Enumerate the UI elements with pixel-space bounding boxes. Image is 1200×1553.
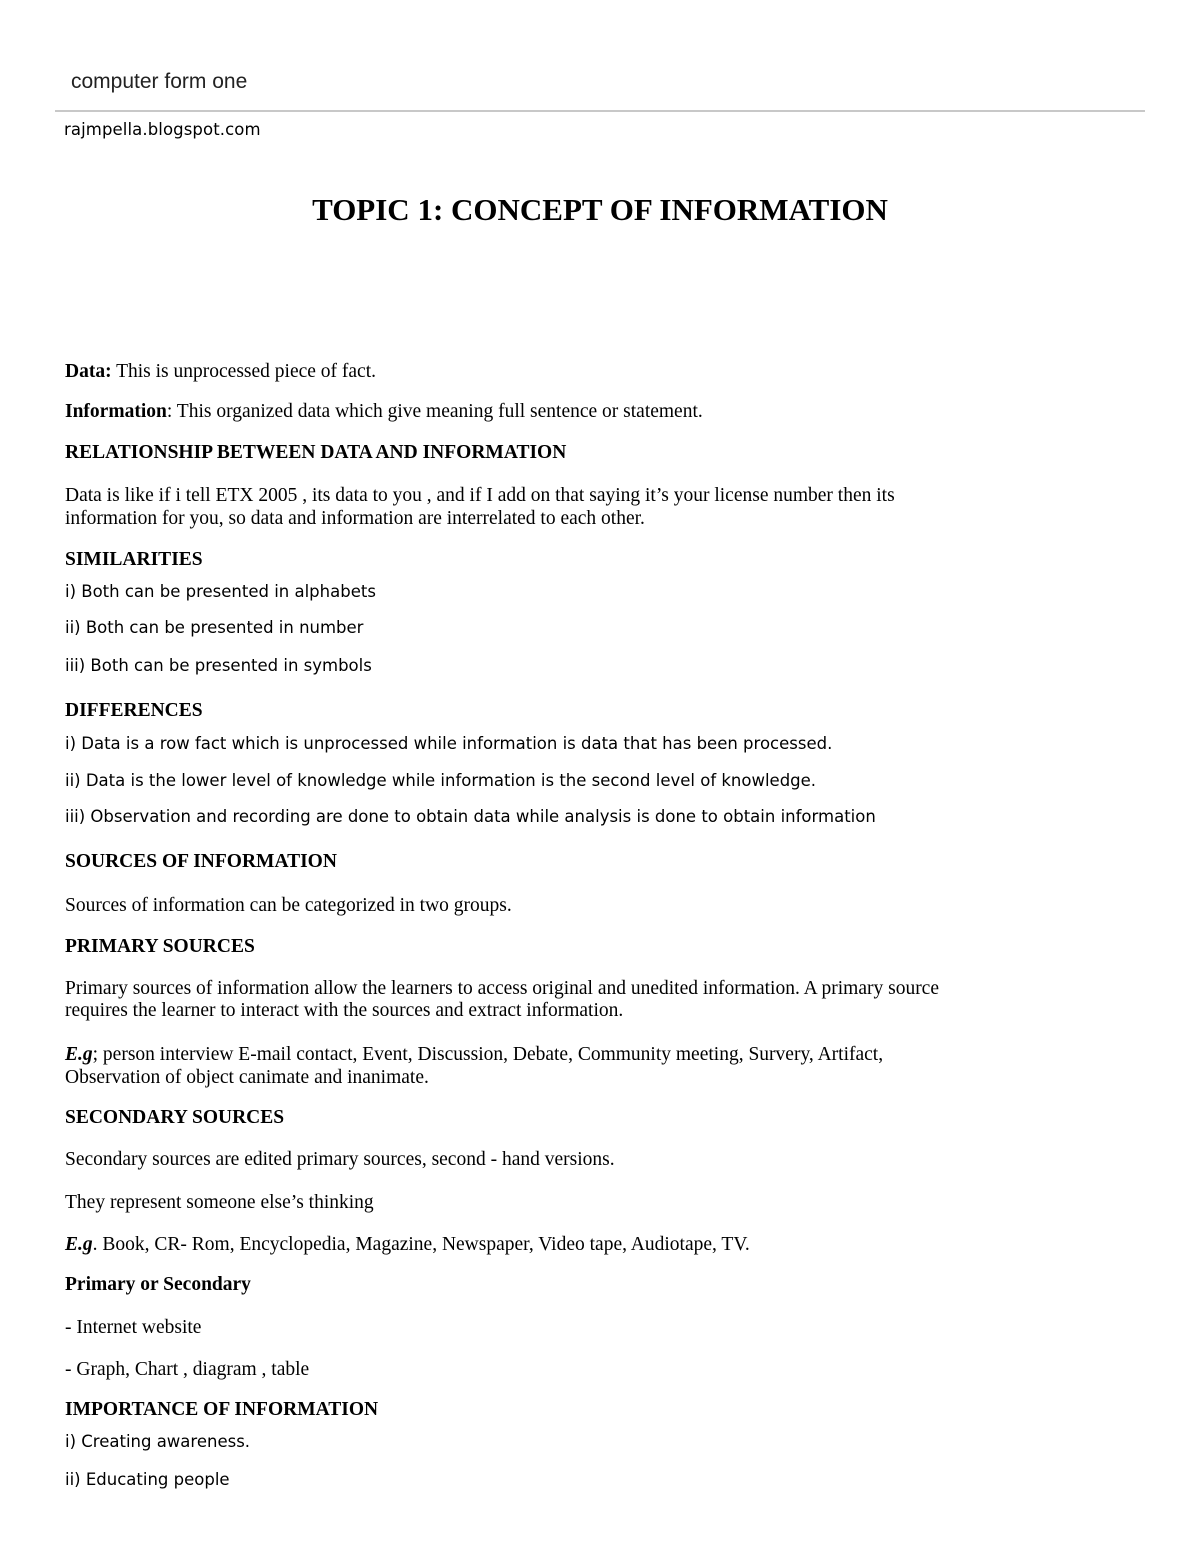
secondary-sources-heading: SECONDARY SOURCES xyxy=(65,1107,285,1128)
primary-or-secondary-item: - Internet website xyxy=(65,1317,202,1338)
information-term: Information xyxy=(65,401,167,422)
sources-text: Sources of information can be categorized in two groups. xyxy=(65,895,512,916)
difference-item: ii) Data is the lower level of knowledge while information is the second level of knowledge. xyxy=(65,771,817,790)
sources-heading: SOURCES OF INFORMATION xyxy=(65,851,337,872)
importance-item: i) Creating awareness. xyxy=(65,1432,251,1451)
relationship-line-2: information for you, so data and information are interrelated to each other. xyxy=(65,508,645,529)
secondary-example xyxy=(65,1233,1145,1256)
primary-example-line-2: Observation of object canimate and inanimate. xyxy=(65,1067,429,1088)
primary-sources-line-2: requires the learner to interact with the sources and extract information. xyxy=(65,1000,624,1021)
importance-item: ii) Educating people xyxy=(65,1470,230,1489)
relationship-heading: RELATIONSHIP BETWEEN DATA AND INFORMATION xyxy=(65,442,567,463)
similarity-item: iii) Both can be presented in symbols xyxy=(65,656,372,675)
data-definition-text: This is unprocessed piece of fact. xyxy=(111,361,377,382)
primary-eg-text: ; person interview E-mail contact, Event, Discussion, Debate, Community meeting, Survery, Artifact, xyxy=(92,1044,884,1065)
similarities-heading: SIMILARITIES xyxy=(65,549,203,570)
data-definition xyxy=(65,360,1145,383)
primary-example-line-1 xyxy=(65,1043,1145,1066)
relationship-line-1: Data is like if i tell ETX 2005 , its data to you , and if I add on that saying it’s your license number then its xyxy=(65,485,895,506)
blog-site-text: rajmpella.blogspot.com xyxy=(64,120,261,139)
importance-heading: IMPORTANCE OF INFORMATION xyxy=(65,1399,379,1420)
document-header-title: computer form one xyxy=(71,70,248,93)
page-title: TOPIC 1: CONCEPT OF INFORMATION xyxy=(312,192,888,227)
primary-or-secondary-item: - Graph, Chart , diagram , table xyxy=(65,1359,310,1380)
header-divider xyxy=(55,110,1145,112)
information-definition xyxy=(65,400,1145,423)
difference-item: iii) Observation and recording are done to obtain data while analysis is done to obtain information xyxy=(65,807,876,826)
similarity-item: ii) Both can be presented in number xyxy=(65,618,364,637)
primary-or-secondary-heading: Primary or Secondary xyxy=(65,1274,251,1295)
secondary-eg-label: E.g xyxy=(65,1234,93,1255)
difference-item: i) Data is a row fact which is unprocessed while information is data that has been processed. xyxy=(65,734,833,753)
secondary-sources-line-1: Secondary sources are edited primary sources, second - hand versions. xyxy=(65,1149,615,1170)
primary-sources-heading: PRIMARY SOURCES xyxy=(65,936,255,957)
primary-sources-line-1: Primary sources of information allow the learners to access original and unedited information. A primary source xyxy=(65,978,939,999)
secondary-eg-text: . Book, CR- Rom, Encyclopedia, Magazine, Newspaper, Video tape, Audiotape, TV. xyxy=(92,1234,750,1255)
information-definition-text: : This organized data which give meaning full sentence or statement. xyxy=(166,401,703,422)
primary-eg-label: E.g xyxy=(65,1044,93,1065)
differences-heading: DIFFERENCES xyxy=(65,700,203,721)
similarity-item: i) Both can be presented in alphabets xyxy=(65,582,376,601)
secondary-sources-line-2: They represent someone else’s thinking xyxy=(65,1192,374,1213)
data-term: Data: xyxy=(65,361,112,382)
